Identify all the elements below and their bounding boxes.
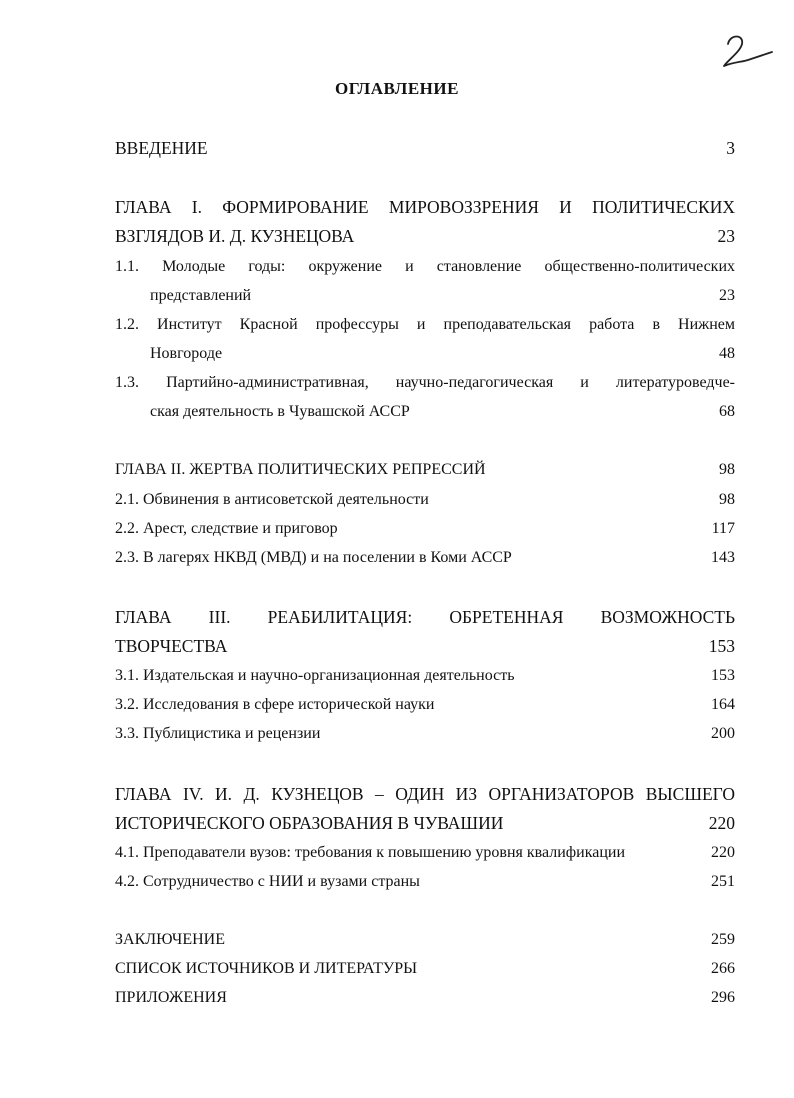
toc-chapter-3-line2 [115,633,735,659]
toc-entry-intro [115,135,735,161]
toc-page: 296 [711,989,735,1006]
toc-page: 251 [711,873,735,890]
toc-label: ГЛАВА III. РЕАБИЛИТАЦИЯ: ОБРЕТЕННАЯ ВОЗМОЖНОСТЬ [115,607,735,627]
toc-section-4-1 [115,840,735,866]
toc-label: 1.1. Молодые годы: окружение и становление общественно-политических [115,258,735,275]
toc-label: ИСТОРИЧЕСКОГО ОБРАЗОВАНИЯ В ЧУВАШИИ [115,813,504,833]
toc-section-1-2-line2 [115,341,735,367]
toc-page: 143 [711,549,735,566]
toc-page: 220 [711,844,735,861]
toc-section-3-2 [115,692,735,718]
toc-section-1-1-line2 [115,283,735,309]
toc-page: 98 [719,461,735,478]
toc-label: 1.2. Институт Красной профессуры и преподавательская работа в Нижнем [115,316,735,333]
toc-page: 117 [711,520,735,537]
toc-label: ВВЕДЕНИЕ [115,138,208,158]
toc-chapter-2 [115,457,735,483]
toc-label: 3.1. Издательская и научно-организационная деятельность [115,667,515,684]
toc-chapter-4-line1 [115,781,735,807]
toc-section-1-3-line1 [115,370,735,396]
toc-label: ГЛАВА I. ФОРМИРОВАНИЕ МИРОВОЗЗРЕНИЯ И ПОЛИТИЧЕСКИХ [115,197,735,217]
toc-page: 98 [719,491,735,508]
toc-entry-sources [115,956,735,982]
toc-label: ГЛАВА IV. И. Д. КУЗНЕЦОВ – ОДИН ИЗ ОРГАНИЗАТОРОВ ВЫСШЕГО [115,784,735,804]
toc-label: 4.2. Сотрудничество с НИИ и вузами страны [115,873,420,890]
toc-page: 259 [711,931,735,948]
toc-label: СПИСОК ИСТОЧНИКОВ И ЛИТЕРАТУРЫ [115,960,418,977]
toc-chapter-1-line2 [115,223,735,249]
toc-label: ская деятельность в Чувашской АССР [150,403,410,420]
toc-section-1-3-line2 [115,399,735,425]
toc-page: 153 [711,667,735,684]
toc-page: 3 [726,138,735,158]
toc-label: 2.3. В лагерях НКВД (МВД) и на поселении в Коми АССР [115,549,512,566]
toc-label: ГЛАВА II. ЖЕРТВА ПОЛИТИЧЕСКИХ РЕПРЕССИЙ [115,461,486,478]
toc-page: 164 [711,696,735,713]
toc-entry-conclusion [115,927,735,953]
toc-page: 266 [711,960,735,977]
toc-chapter-4-line2 [115,810,735,836]
toc-label: 4.1. Преподаватели вузов: требования к повышению уровня квалификации [115,844,626,861]
toc-label: ТВОРЧЕСТВА [115,636,228,656]
toc-label: ВЗГЛЯДОВ И. Д. КУЗНЕЦОВА [115,226,355,246]
toc-label: 2.1. Обвинения в антисоветской деятельности [115,491,429,508]
toc-label: 3.3. Публицистика и рецензии [115,725,321,742]
toc-entry-appendix [115,985,735,1011]
toc-label: ПРИЛОЖЕНИЯ [115,989,227,1006]
toc-chapter-1-line1 [115,194,735,220]
toc-section-1-1-line1 [115,254,735,280]
toc-section-3-3 [115,721,735,747]
toc-section-1-2-line1 [115,312,735,338]
toc-page: 48 [719,345,735,362]
toc-label: 2.2. Арест, следствие и приговор [115,520,338,537]
toc-section-3-1 [115,663,735,689]
toc-page: 200 [711,725,735,742]
toc-page: 68 [719,403,735,420]
toc-page: 23 [719,287,735,304]
toc-section-4-2 [115,869,735,895]
toc-section-2-3 [115,545,735,571]
toc-label: 1.3. Партийно-административная, научно-педагогическая и литературоведче- [115,374,735,391]
toc-section-2-1 [115,487,735,513]
handwritten-page-number [720,30,776,72]
toc-page: 153 [708,636,735,656]
toc-label: ЗАКЛЮЧЕНИЕ [115,931,225,948]
toc-label: представлений [150,287,252,304]
toc-label: 3.2. Исследования в сфере исторической науки [115,696,435,713]
page-title: ОГЛАВЛЕНИЕ [335,79,459,98]
toc-page: 23 [717,226,735,246]
toc-label: Новгороде [150,345,223,362]
toc-chapter-3-line1 [115,604,735,630]
toc-page: 220 [708,813,735,833]
toc-section-2-2 [115,516,735,542]
